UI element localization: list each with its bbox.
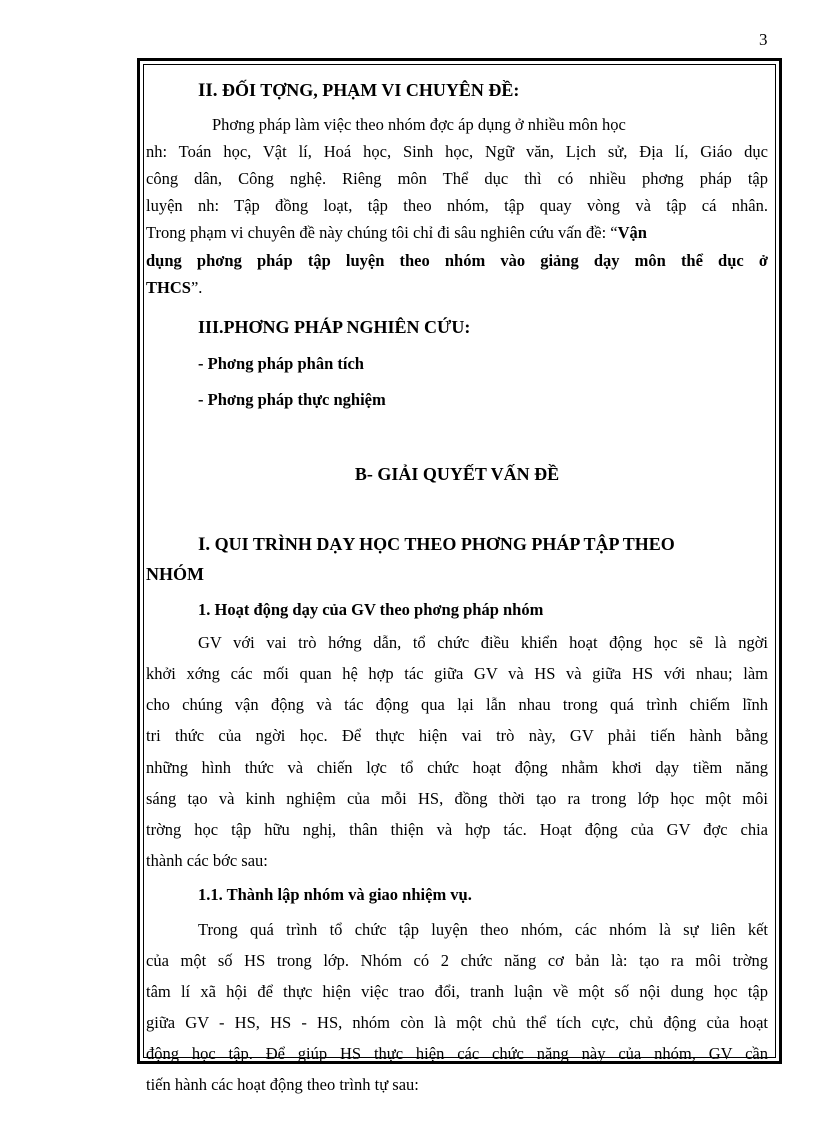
section-2-line-2: nh: Toán học, Vật lí, Hoá học, Sinh học, Ngữ văn, Lịch sử, Địa lí, Giáo dục <box>146 142 768 161</box>
section-2-line-7 <box>146 278 202 298</box>
subsection-1-line-6: sáng tạo và kinh nghiệm của mỗi HS, đồng thời tạo ra trong lớp học một môi <box>146 789 768 808</box>
subsection-1-line-1: GV với vai trò hớng dẫn, tổ chức điều khiển hoạt động học sẽ là ngời <box>198 633 768 652</box>
section-2-line-1: Phơng pháp làm việc theo nhóm đợc áp dụng ở nhiều môn học <box>212 115 626 134</box>
subsection-1-title: 1. Hoạt động dạy của GV theo phơng pháp nhóm <box>198 600 544 619</box>
section-1-title-line-1 <box>198 534 675 556</box>
section-3-item-2: - Phơng pháp thực nghiệm <box>198 390 386 409</box>
section-1-roman: I. <box>198 534 211 555</box>
subsection-1-1-line-1: Trong quá trình tổ chức tập luyện theo nhóm, các nhóm là sự liên kết <box>198 920 768 939</box>
subsection-1-1-line-5: động học tập. Để giúp HS thực hiện các chức năng này của nhóm, GV cần <box>146 1044 768 1063</box>
part-b-title: B- GIẢI QUYẾT VẤN ĐỀ <box>354 464 560 484</box>
page-number: 3 <box>759 30 768 49</box>
section-1-title-text: QUI TRÌNH DẠY HỌC THEO PHƠNG PHÁP TẬP THEO <box>214 534 675 554</box>
section-3-title: III.PHƠNG PHÁP NGHIÊN CỨU: <box>198 317 471 337</box>
subsection-1-line-5: những hình thức và chiến lợc tổ chức hoạt động nhằm khơi dạy tiềm năng <box>146 758 768 777</box>
section-1-title-line-2: NHÓM <box>146 564 204 584</box>
subsection-1-1-line-3: tâm lí xã hội để thực hiện việc trao đổi, tranh luận về một số nội dung học tập <box>146 982 768 1001</box>
subsection-1-line-8: thành các bớc sau: <box>146 851 268 870</box>
section-2-line-5-bold: Vận <box>617 223 647 242</box>
subsection-1-line-7: trờng học tập hữu nghị, thân thiện và hợp tác. Hoạt động của GV đợc chia <box>146 820 768 839</box>
section-2-line-3: công dân, Công nghệ. Riêng môn Thể dục thì có nhiều phơng pháp tập <box>146 169 768 188</box>
section-2-line-4: luyện nh: Tập đồng loạt, tập theo nhóm, tập quay vòng và tập cá nhân. <box>146 196 768 215</box>
section-2-line-5-text: Trong phạm vi chuyên đề này chúng tôi chỉ đi sâu nghiên cứu vấn đề: “ <box>146 223 618 242</box>
subsection-1-1-line-6: tiến hành các hoạt động theo trình tự sau: <box>146 1075 419 1094</box>
section-2-roman: II. <box>198 80 218 101</box>
subsection-1-line-4: tri thức của ngời học. Để thực hiện vai trò này, GV phải tiến hành bằng <box>146 726 768 745</box>
section-2-title: ĐỐI TỢNG, PHẠM VI CHUYÊN ĐỀ: <box>222 80 520 100</box>
section-2-line-6: dụng phơng pháp tập luyện theo nhóm vào giảng dạy môn thể dục ở <box>146 251 768 270</box>
section-2-line-7-bold: THCS <box>146 278 191 297</box>
section-2-heading <box>198 80 519 102</box>
subsection-1-1-line-2: của một số HS trong lớp. Nhóm có 2 chức năng cơ bản là: tạo ra môi trờng <box>146 951 768 970</box>
subsection-1-line-2: khởi xớng các mối quan hệ hợp tác giữa GV và HS và giữa HS với nhau; làm <box>146 664 768 683</box>
section-2-line-5 <box>146 223 647 243</box>
subsection-1-1-line-4: giữa GV - HS, HS - HS, nhóm còn là một chủ thể tích cực, chủ động của hoạt <box>146 1013 768 1032</box>
subsection-1-line-3: cho chúng vận động và tác động qua lại lẫn nhau trong quá trình chiếm lĩnh <box>146 695 768 714</box>
subsection-1-1-title: 1.1. Thành lập nhóm và giao nhiệm vụ. <box>198 885 472 904</box>
section-2-line-7-end: ”. <box>190 278 203 297</box>
section-3-item-1: - Phơng pháp phân tích <box>198 354 364 373</box>
